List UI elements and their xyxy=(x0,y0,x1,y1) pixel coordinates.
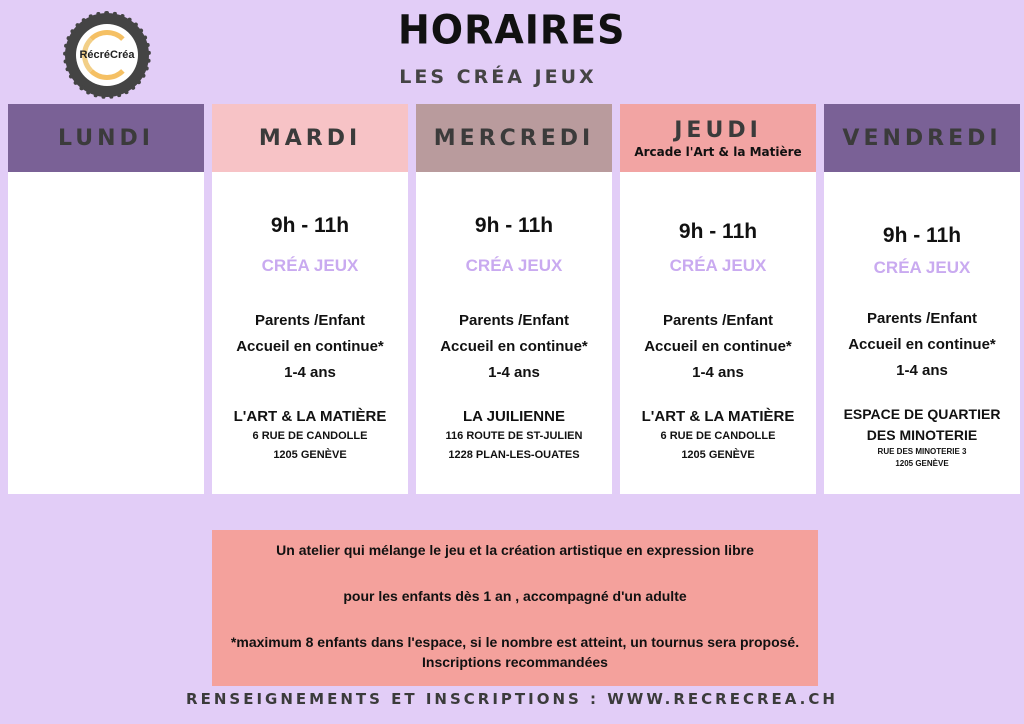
info-line: pour les enfants dès 1 an , accompagné d'un adulte xyxy=(343,588,687,604)
day-name: VENDREDI xyxy=(842,125,1002,151)
venue-address-line: RUE DES MINOTERIE 3 xyxy=(877,447,967,456)
info-line: Inscriptions recommandées xyxy=(422,654,608,670)
audience-info xyxy=(416,308,612,386)
venue-address-line: 6 RUE DE CANDOLLE xyxy=(252,430,368,442)
footer-contact: RENSEIGNEMENTS ET INSCRIPTIONS : WWW.RECRECREA.CH xyxy=(186,690,838,708)
day-header-mercredi xyxy=(416,104,612,172)
day-name: JEUDI xyxy=(674,117,762,143)
venue-name: ESPACE DE QUARTIER DES MINOTERIE xyxy=(843,406,1001,443)
logo-badge xyxy=(76,24,138,86)
day-column-mardi xyxy=(212,104,408,494)
audience-line: 1-4 ans xyxy=(896,362,948,379)
day-body-vendredi xyxy=(824,172,1020,494)
day-location-note: Arcade l'Art & la Matière xyxy=(634,144,802,159)
audience-line: Parents /Enfant xyxy=(458,312,570,329)
audience-info xyxy=(212,308,408,386)
audience-line: Accueil en continue* xyxy=(440,338,588,355)
venue-address-line: 1205 GENÈVE xyxy=(273,449,347,461)
day-header-vendredi xyxy=(824,104,1020,172)
audience-info xyxy=(824,306,1020,384)
venue-address-line: 1228 PLAN-LES-OUATES xyxy=(448,449,580,461)
audience-line: Accueil en continue* xyxy=(236,338,384,355)
audience-line: 1-4 ans xyxy=(692,364,744,381)
venue-address-line: 6 RUE DE CANDOLLE xyxy=(660,430,776,442)
audience-line: Parents /Enfant xyxy=(254,312,366,329)
session-time: 9h - 11h xyxy=(474,214,554,237)
info-line: Un atelier qui mélange le jeu et la création artistique en expression libre xyxy=(276,542,754,558)
audience-line: 1-4 ans xyxy=(284,364,336,381)
venue-name: L'ART & LA MATIÈRE xyxy=(641,408,795,425)
audience-line: Parents /Enfant xyxy=(866,310,978,327)
session-time: 9h - 11h xyxy=(882,224,962,247)
day-column-vendredi xyxy=(824,104,1020,494)
venue-address-line: 1205 GENÈVE xyxy=(681,449,755,461)
venue-address-line: 116 ROUTE DE ST-JULIEN xyxy=(445,430,583,442)
activity-name: CRÉA JEUX xyxy=(669,256,767,275)
day-body-mercredi xyxy=(416,172,612,494)
day-name: MARDI xyxy=(258,125,362,151)
page-subtitle: LES CRÉA JEUX xyxy=(399,66,597,88)
day-column-jeudi xyxy=(620,104,816,494)
audience-line: Accueil en continue* xyxy=(848,336,996,353)
day-body-lundi xyxy=(8,172,204,494)
day-header-jeudi xyxy=(620,104,816,172)
day-header-lundi xyxy=(8,104,204,172)
activity-name: CRÉA JEUX xyxy=(873,258,971,277)
activity-name: CRÉA JEUX xyxy=(261,256,359,275)
session-time: 9h - 11h xyxy=(678,220,758,243)
day-header-mardi xyxy=(212,104,408,172)
audience-line: Parents /Enfant xyxy=(662,312,774,329)
day-column-mercredi xyxy=(416,104,612,494)
day-body-mardi xyxy=(212,172,408,494)
recrecrea-logo xyxy=(68,16,146,94)
day-column-lundi xyxy=(8,104,204,494)
venue-name: L'ART & LA MATIÈRE xyxy=(233,408,387,425)
venue-name: LA JUILIENNE xyxy=(463,408,565,425)
activity-name: CRÉA JEUX xyxy=(465,256,563,275)
audience-line: Accueil en continue* xyxy=(644,338,792,355)
info-box xyxy=(212,530,818,686)
day-body-jeudi xyxy=(620,172,816,494)
audience-info xyxy=(620,308,816,386)
day-name: LUNDI xyxy=(58,125,154,151)
day-name: MERCREDI xyxy=(433,125,595,151)
venue-address-line: 1205 GENÈVE xyxy=(895,459,949,468)
page-title: HORAIRES xyxy=(398,6,626,54)
logo-text: RécréCréa xyxy=(79,49,135,61)
info-line: *maximum 8 enfants dans l'espace, si le nombre est atteint, un tournus sera proposé. xyxy=(230,634,800,650)
audience-line: 1-4 ans xyxy=(488,364,540,381)
session-time: 9h - 11h xyxy=(270,214,350,237)
